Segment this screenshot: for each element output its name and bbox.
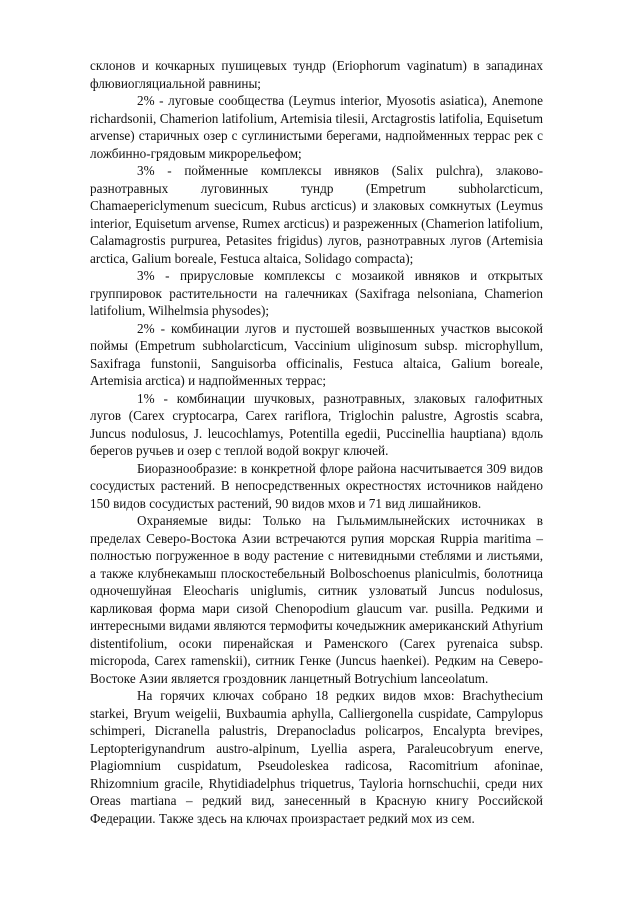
paragraph-meadow-communities: 2% - луговые сообщества (Leymus interior, Myosotis asiatica), Anemone richardsonii, Chamerion latifolium, Artemisia tilesii, Arctagrostis latifolia, Equisetum arvense) старичных озер с суглинистыми берегами, надпойменных террас рек с ложбинно-грядовым микрорельефом; <box>90 93 543 161</box>
paragraph-rare-mosses: На горячих ключах собрано 18 редких видов мхов: Brachythecium starkei, Bryum weigelii, Buxbaumia aphylla, Calliergonella cuspidate, Campylopus schimperi, Dicranella palustris, Drepanocladus policarpos, Encalypta brevipes, Leptopterigynandrum austro-alpinum, Lyellia aspera, Paraleucobryum enerve, Plagiomnium cuspidatum, Pseudoleskea radicosa, Racomitrium afoninae, Rhizomnium gracile, Rhytidiadelphus triquetrus, Tayloria hornschuchii, среди них Oreas martiana – редкий вид, занесенный в Красную книгу Российской Федерации. Также здесь на ключах произрастает редкий мох из сем. <box>90 688 543 826</box>
paragraph-halophytic-meadows: 1% - комбинации шучковых, разнотравных, злаковых галофитных лугов (Carex cryptocarpa, Carex rariflora, Triglochin palustre, Agrostis scabra, Juncus nodulosus, J. leucochlamys, Potentilla egedii, Puccinellia hauptiana) вдоль берегов ручьев и озер с теплой водой вокруг ключей. <box>90 390 543 458</box>
paragraph-high-floodplain: 2% - комбинации лугов и пустошей возвышенных участков высокой поймы (Empetrum subholarcticum, Vaccinium uliginosum subsp. microphyllum, Saxifraga funstonii, Sanguisorba officinalis, Festuca altaica, Galium boreale, Artemisia arctica) и надпойменных террас; <box>90 320 543 388</box>
paragraph-channel-complexes: 3% - прирусловые комплексы с мозаикой ивняков и открытых группировок растительности на галечниках (Saxifraga nelsoniana, Chamerion latifolium, Wilhelmsia physodes); <box>90 268 543 318</box>
paragraph-biodiversity: Биоразнообразие: в конкретной флоре района насчитывается 309 видов сосудистых растений. В непосредственных окрестностях источников найдено 150 видов сосудистых растений, 90 видов мхов и 71 вид лишайников. <box>90 460 543 511</box>
document-body <box>90 57 543 827</box>
paragraph-protected-species: Охраняемые виды: Только на Гыльмимлынейских источниках в пределах Северо-Востока Азии встречаются рупия морская Ruppia maritima – полностью погруженное в воду растение с нитевидными стеблями и листьями, а также клубнекамыш плоскостебельный Bolboschoenus planiculmis, болотница одночешуйная Eleocharis uniglumis, ситник узловатый Juncus nodulosus, карликовая форма мари сизой Chenopodium glaucum var. pusilla. Редкими и интересными видами являются термофиты кочедыжник американский Athyrium distentifolium, осоки пиренайская и Раменского (Carex pyrenaica subsp. micropoda, Carex ramenskii), ситник Генке (Juncus haenkei). Редким на Северо-Востоке Азии является гроздовник ланцетный Botrychium lanceolatum. <box>90 513 543 686</box>
paragraph-floodplain-complexes: 3% - пойменные комплексы ивняков (Salix pulchra), злаково-разнотравных луговинных тундр (Empetrum subholarcticum, Chamaepericlymenum suecicum, Rubus arcticus) и злаковых сомкнутых (Leymus interior, Equisetum arvense, Rumex arcticus) и разреженных (Chamerion latifolium, Calamagrostis purpurea, Petasites frigidus) лугов, разнотравных лугов (Artemisia arctica, Galium boreale, Festuca altaica, Solidago compacta); <box>90 163 543 266</box>
paragraph-continuation: склонов и кочкарных пушицевых тундр (Eriophorum vaginatum) в западинах флювиогляциальной равнины; <box>90 58 543 91</box>
